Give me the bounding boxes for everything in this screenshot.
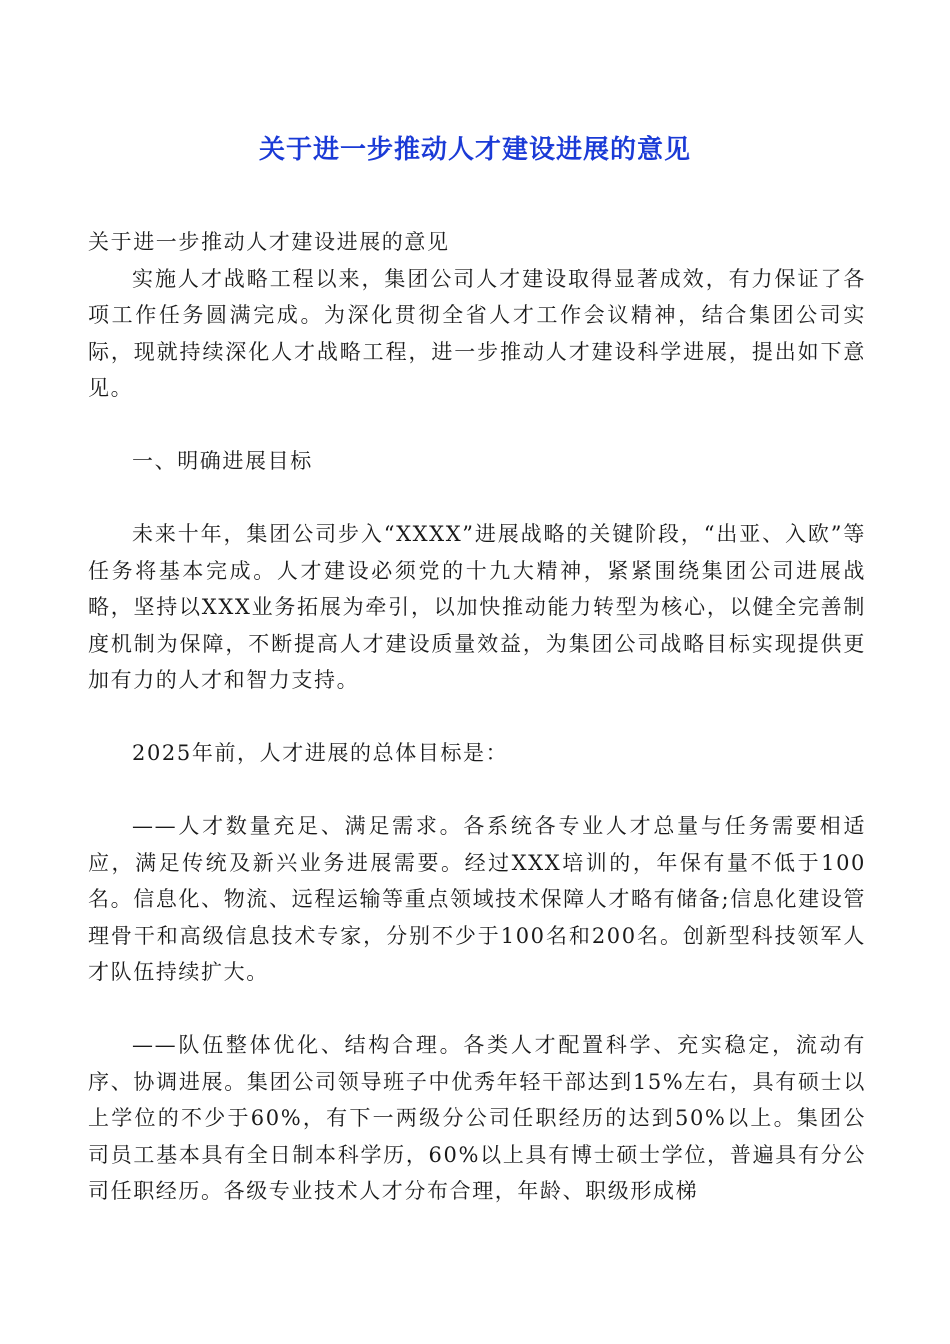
- document-body: [88, 224, 866, 1210]
- paragraph-team-structure: ——队伍整体优化、结构合理。各类人才配置科学、充实稳定，流动有序、协调进展。集团公司领导班子中优秀年轻干部达到15%左右，具有硕士以上学位的不少于60%，有下一两级分公司任职经历的达到50%以上。集团公司员工基本具有全日制本科学历，60%以上具有博士硕士学位，普遍具有分公司任职经历。各级专业技术人才分布合理，年龄、职级形成梯: [88, 1033, 866, 1203]
- section-heading: 一、明确进展目标: [132, 449, 313, 473]
- paragraph-intro: 实施人才战略工程以来，集团公司人才建设取得显著成效，有力保证了各项工作任务圆满完成。为深化贯彻全省人才工作会议精神，结合集团公司实际，现就持续深化人才战略工程，进一步推动人才建设科学进展，提出如下意见。: [88, 266, 866, 400]
- paragraph-goals: 未来十年，集团公司步入“XXXX”进展战略的关键阶段，“出亚、入欧”等任务将基本完成。人才建设必须党的十九大精神，紧紧围绕集团公司进展战略，坚持以XXX业务拓展为牵引，以加快推动能力转型为核心，以健全完善制度机制为保障，不断提高人才建设质量效益，为集团公司战略目标实现提供更加有力的人才和智力支持。: [88, 522, 866, 692]
- paragraph-2025-target: 2025年前，人才进展的总体目标是：: [132, 741, 509, 765]
- document-title: 关于进一步推动人才建设进展的意见: [258, 135, 691, 165]
- document-subtitle: 关于进一步推动人才建设进展的意见: [88, 230, 450, 254]
- paragraph-talent-quantity: ——人才数量充足、满足需求。各系统各专业人才总量与任务需要相适应，满足传统及新兴业务进展需要。经过XXX培训的，年保有量不低于100名。信息化、物流、远程运输等重点领域技术保障人才略有储备;信息化建设管理骨干和高级信息技术专家，分别不少于100名和200名。创新型科技领军人才队伍持续扩大。: [88, 814, 866, 984]
